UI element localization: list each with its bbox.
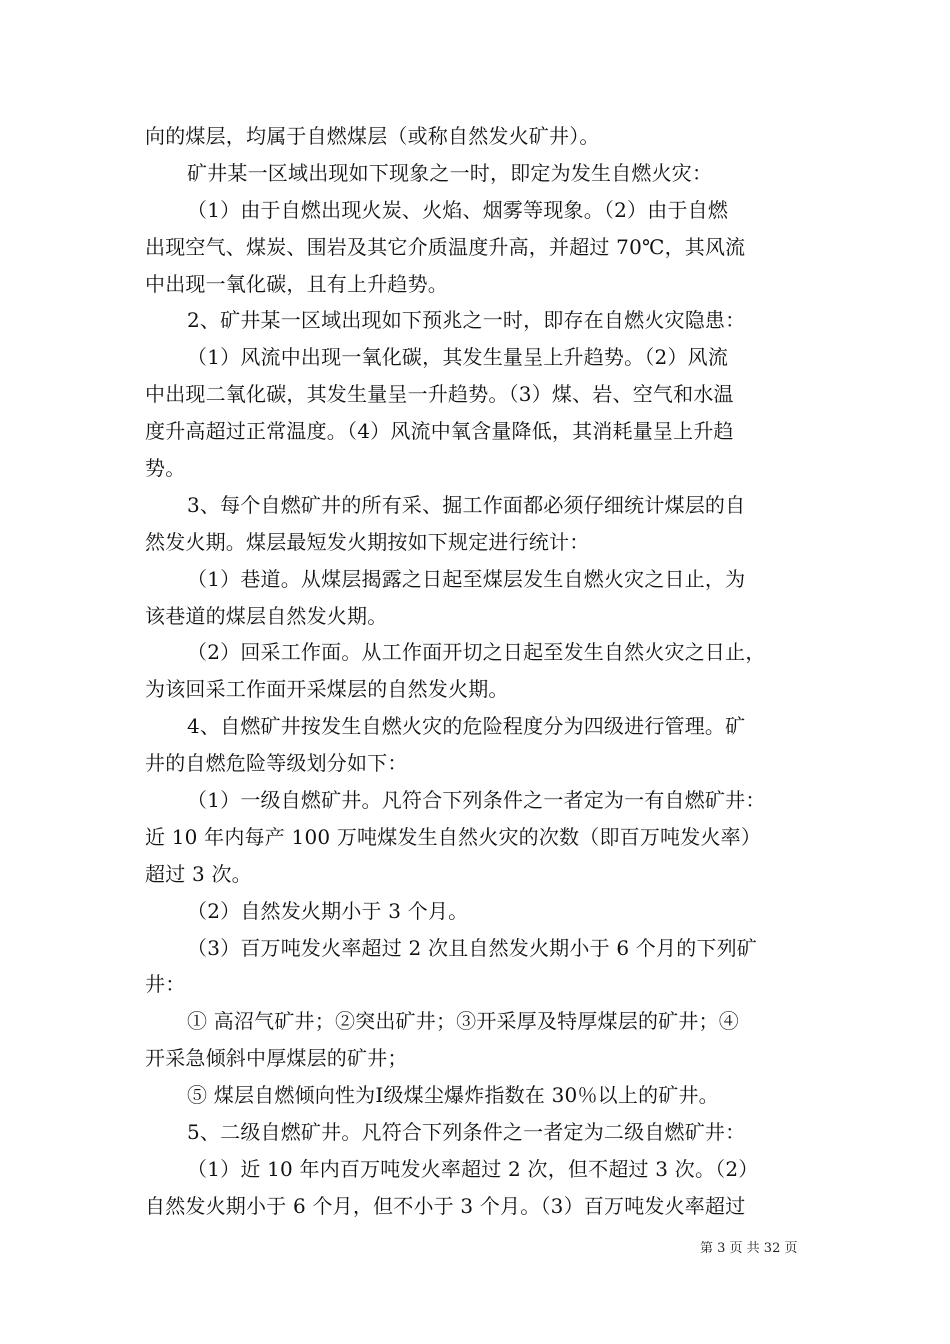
text-line: 开采急倾斜中厚煤层的矿井； (145, 1046, 408, 1071)
text-line: 该巷道的煤层自然发火期。 (145, 603, 388, 628)
text-line: 近 10 年内每产 100 万吨煤发生自然火灾的次数（即百万吨发火率） (145, 824, 762, 849)
page-number: 第 3 页 共 32 页 (700, 1241, 798, 1256)
text-line: 出现空气、煤炭、围岩及其它介质温度升高，并超过 70℃，其风流 (145, 234, 746, 259)
text-line: （1）一级自燃矿井。凡符合下列条件之一者定为一有自燃矿井： (187, 788, 766, 813)
text-line: （2）回采工作面。从工作面开切之日起至发生自然火灾之日止， (187, 640, 766, 665)
text-line: 矿井某一区域出现如下现象之一时，即定为发生自燃火灾： (187, 160, 713, 185)
text-line: 势。 (145, 456, 186, 481)
text-line: （1）近 10 年内百万吨发火率超过 2 次，但不超过 3 次。（2） (187, 1156, 759, 1181)
text-line: （1）风流中出现一氧化碳，其发生量呈上升趋势。（2）风流 (187, 345, 729, 370)
text-line: 为该回采工作面开采煤层的自然发火期。 (145, 677, 509, 702)
text-line: 然发火期。煤层最短发火期按如下规定进行统计： (145, 529, 590, 554)
text-line: ⑤ 煤层自燃倾向性为Ⅰ级煤尘爆炸指数在 30％以上的矿井。 (187, 1083, 719, 1108)
text-line: （1）巷道。从煤层揭露之日起至煤层发生自燃火灾之日止，为 (187, 566, 746, 591)
text-line: 井的自燃危险等级划分如下： (145, 751, 408, 776)
text-line: 中出现二氧化碳，其发生量呈一升趋势。（3）煤、岩、空气和水温 (145, 382, 734, 407)
text-line: 度升高超过正常温度。（4）风流中氧含量降低，其消耗量呈上升趋 (145, 419, 734, 444)
text-line: 超过 3 次。 (145, 861, 252, 886)
document-body (145, 118, 810, 1225)
text-line: ① 高沼气矿井；②突出矿井；③开采厚及特厚煤层的矿井；④ (187, 1009, 739, 1034)
text-line: 中出现一氧化碳，且有上升趋势。 (145, 271, 448, 296)
text-line: 4、自燃矿井按发生自燃火灾的危险程度分为四级进行管理。矿 (187, 714, 746, 739)
text-line: 3、每个自燃矿井的所有采、掘工作面都必须仔细统计煤层的自 (187, 492, 746, 517)
text-line: （1）由于自燃出现火炭、火焰、烟雾等现象。（2）由于自燃 (187, 197, 729, 222)
text-line: 2、矿井某一区域出现如下预兆之一时，即存在自燃火灾隐患： (187, 308, 746, 333)
text-line: 5、二级自燃矿井。凡符合下列条件之一者定为二级自燃矿井： (187, 1120, 746, 1145)
text-line: （2）自然发火期小于 3 个月。 (187, 898, 469, 923)
text-line: 向的煤层，均属于自燃煤层（或称自然发火矿井）。 (145, 124, 600, 148)
text-line: 井： (145, 972, 186, 997)
text-line: （3）百万吨发火率超过 2 次且自然发火期小于 6 个月的下列矿 (187, 935, 758, 960)
text-line: 自然发火期小于 6 个月，但不小于 3 个月。（3）百万吨发火率超过 (145, 1193, 746, 1218)
